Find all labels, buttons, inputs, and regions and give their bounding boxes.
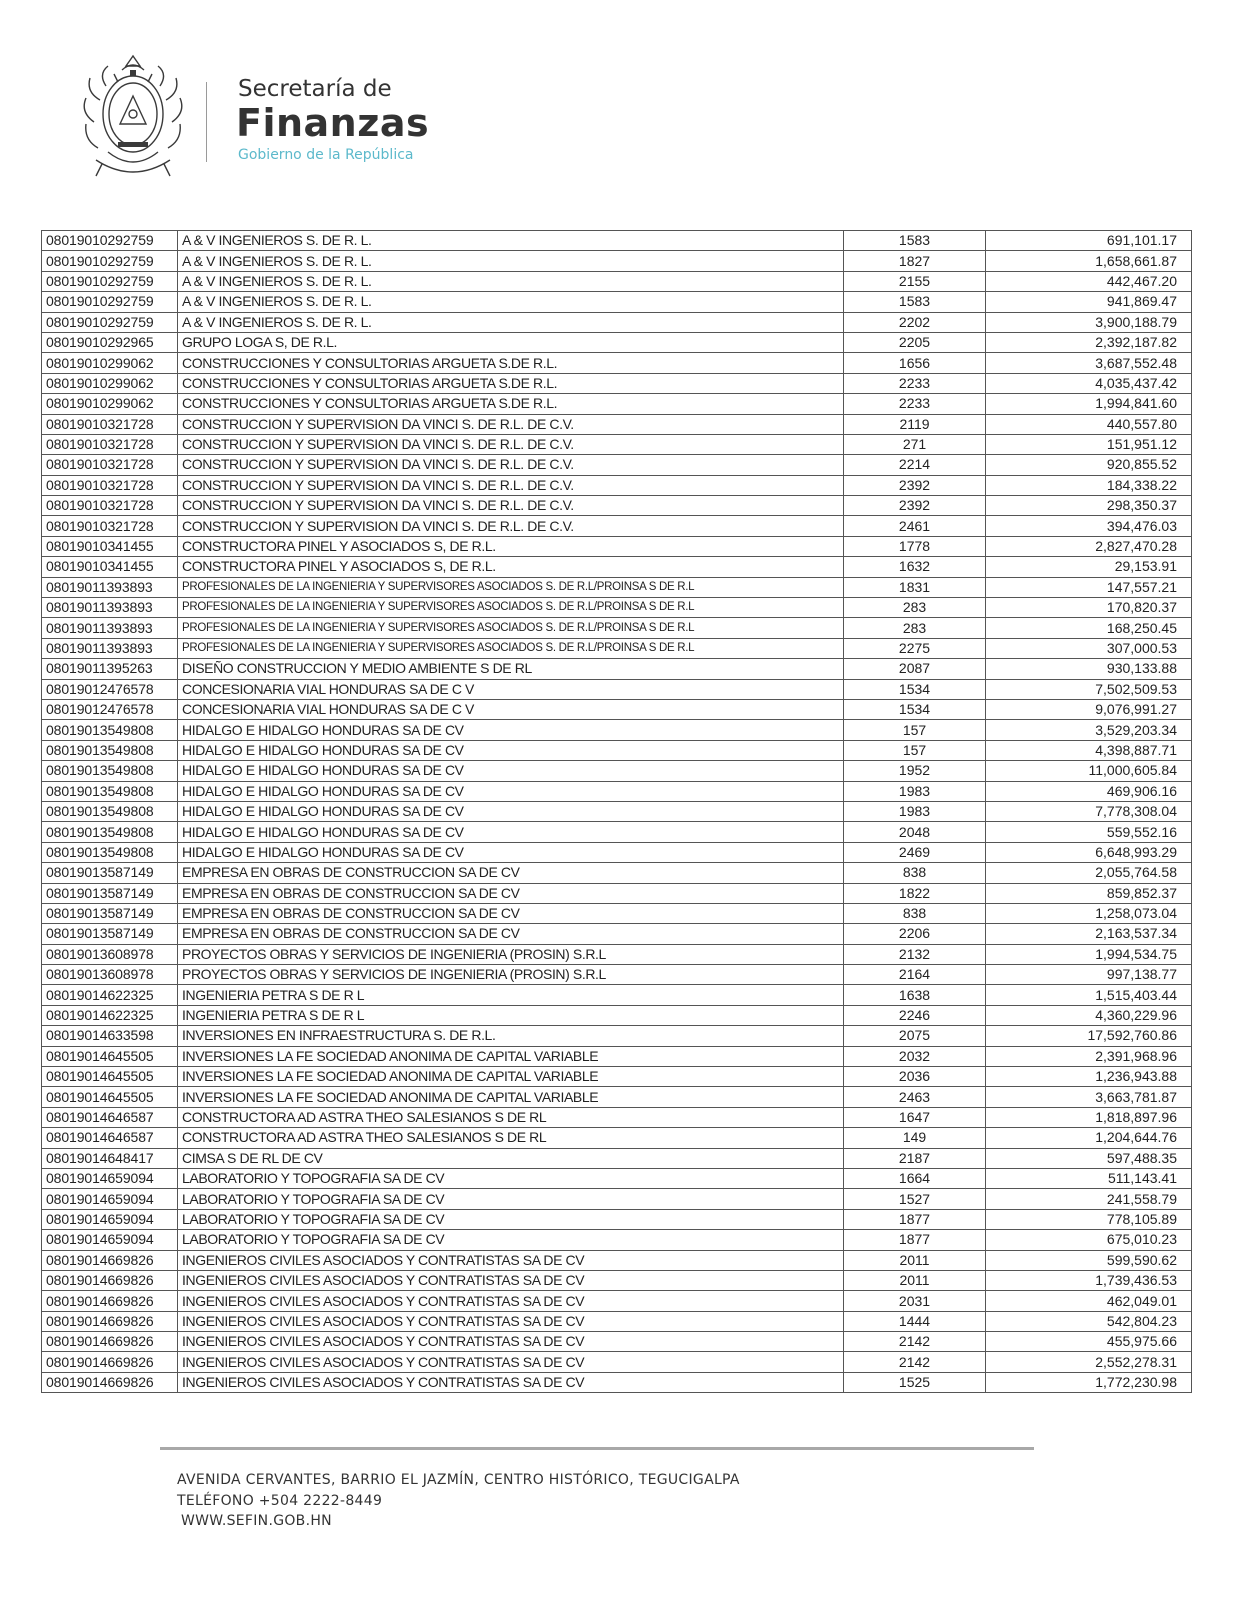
table-row [42,1005,1192,1025]
table-row [42,312,1192,332]
code-cell: 149 [844,1128,986,1148]
amount-cell: 2,552,278.31 [986,1352,1192,1372]
table-row [42,496,1192,516]
table-row [42,1128,1192,1148]
amount-cell: 511,143.41 [986,1168,1192,1188]
code-cell: 2187 [844,1148,986,1168]
table-row [42,414,1192,434]
code-cell: 1638 [844,985,986,1005]
company-name-cell: CONCESIONARIA VIAL HONDURAS SA DE C V [178,679,844,699]
rtn-cell: 08019012476578 [42,699,178,719]
code-cell: 2011 [844,1270,986,1290]
company-name-cell: PROYECTOS OBRAS Y SERVICIOS DE INGENIERIA (PROSIN) S.R.L [178,965,844,985]
table-row [42,1291,1192,1311]
table-row [42,536,1192,556]
rtn-cell: 08019011393893 [42,577,178,597]
table-row [42,924,1192,944]
amount-cell: 3,900,188.79 [986,312,1192,332]
table-row [42,1311,1192,1331]
rtn-cell: 08019014648417 [42,1148,178,1168]
company-name-cell: INGENIERIA PETRA S DE R L [178,985,844,1005]
rtn-cell: 08019010292759 [42,292,178,312]
rtn-cell: 08019014645505 [42,1067,178,1087]
table-row [42,1189,1192,1209]
amount-cell: 597,488.35 [986,1148,1192,1168]
company-name-cell: INVERSIONES EN INFRAESTRUCTURA S. DE R.L. [178,1026,844,1046]
amount-cell: 2,163,537.34 [986,924,1192,944]
table-row [42,944,1192,964]
amount-cell: 1,658,661.87 [986,251,1192,271]
table-row [42,1087,1192,1107]
amount-cell: 1,994,841.60 [986,394,1192,414]
company-name-cell: DISEÑO CONSTRUCCION Y MEDIO AMBIENTE S DE RL [178,659,844,679]
company-name-cell: PROFESIONALES DE LA INGENIERIA Y SUPERVISORES ASOCIADOS S. DE R.L/PROINSA S DE R.L [178,598,844,618]
rtn-cell: 08019014633598 [42,1026,178,1046]
code-cell: 2142 [844,1332,986,1352]
company-name-cell: CONSTRUCCIONES Y CONSULTORIAS ARGUETA S.DE R.L. [178,373,844,393]
table-row [42,801,1192,821]
rtn-cell: 08019014659094 [42,1209,178,1229]
code-cell: 2233 [844,394,986,414]
rtn-cell: 08019014669826 [42,1372,178,1392]
code-cell: 1831 [844,577,986,597]
company-name-cell: INVERSIONES LA FE SOCIEDAD ANONIMA DE CAPITAL VARIABLE [178,1087,844,1107]
company-name-cell: CONSTRUCCIONES Y CONSULTORIAS ARGUETA S.DE R.L. [178,353,844,373]
company-name-cell: CONSTRUCCION Y SUPERVISION DA VINCI S. DE R.L. DE C.V. [178,496,844,516]
code-cell: 271 [844,434,986,454]
company-name-cell: HIDALGO E HIDALGO HONDURAS SA DE CV [178,761,844,781]
table-row [42,965,1192,985]
rtn-cell: 08019013549808 [42,761,178,781]
rtn-cell: 08019013549808 [42,801,178,821]
amount-cell: 307,000.53 [986,638,1192,658]
rtn-cell: 08019010321728 [42,434,178,454]
code-cell: 2087 [844,659,986,679]
amount-cell: 1,772,230.98 [986,1372,1192,1392]
amount-cell: 6,648,993.29 [986,842,1192,862]
rtn-cell: 08019014622325 [42,985,178,1005]
rtn-cell: 08019010292759 [42,312,178,332]
amount-cell: 455,975.66 [986,1332,1192,1352]
agency-subtitle: Gobierno de la República [238,147,414,163]
table-row [42,1148,1192,1168]
company-name-cell: CONSTRUCCION Y SUPERVISION DA VINCI S. DE R.L. DE C.V. [178,516,844,536]
table-row [42,1230,1192,1250]
header-divider [206,82,207,162]
code-cell: 1656 [844,353,986,373]
company-name-cell: HIDALGO E HIDALGO HONDURAS SA DE CV [178,842,844,862]
code-cell: 2392 [844,475,986,495]
code-cell: 157 [844,740,986,760]
rtn-cell: 08019013587149 [42,924,178,944]
table-row [42,332,1192,352]
table-row [42,740,1192,760]
table-row [42,1209,1192,1229]
table-row [42,781,1192,801]
rtn-cell: 08019010341455 [42,536,178,556]
amount-cell: 3,687,552.48 [986,353,1192,373]
rtn-cell: 08019011393893 [42,598,178,618]
company-name-cell: CONSTRUCCION Y SUPERVISION DA VINCI S. DE R.L. DE C.V. [178,434,844,454]
company-name-cell: INGENIEROS CIVILES ASOCIADOS Y CONTRATISTAS SA DE CV [178,1352,844,1372]
code-cell: 1827 [844,251,986,271]
amount-cell: 3,529,203.34 [986,720,1192,740]
rtn-cell: 08019010299062 [42,353,178,373]
company-name-cell: INGENIEROS CIVILES ASOCIADOS Y CONTRATISTAS SA DE CV [178,1270,844,1290]
code-cell: 1525 [844,1372,986,1392]
code-cell: 1877 [844,1230,986,1250]
amount-cell: 1,818,897.96 [986,1107,1192,1127]
rtn-cell: 08019014659094 [42,1230,178,1250]
amount-cell: 1,994,534.75 [986,944,1192,964]
code-cell: 1444 [844,1311,986,1331]
amount-cell: 29,153.91 [986,557,1192,577]
company-name-cell: INVERSIONES LA FE SOCIEDAD ANONIMA DE CAPITAL VARIABLE [178,1046,844,1066]
company-name-cell: EMPRESA EN OBRAS DE CONSTRUCCION SA DE CV [178,903,844,923]
rtn-cell: 08019010341455 [42,557,178,577]
amount-cell: 542,804.23 [986,1311,1192,1331]
code-cell: 1664 [844,1168,986,1188]
rtn-cell: 08019011395263 [42,659,178,679]
amount-cell: 298,350.37 [986,496,1192,516]
amount-cell: 1,515,403.44 [986,985,1192,1005]
code-cell: 2392 [844,496,986,516]
rtn-cell: 08019011393893 [42,638,178,658]
code-cell: 1583 [844,292,986,312]
rtn-cell: 08019010321728 [42,455,178,475]
table-row [42,455,1192,475]
amount-cell: 1,258,073.04 [986,903,1192,923]
company-name-cell: EMPRESA EN OBRAS DE CONSTRUCCION SA DE CV [178,863,844,883]
code-cell: 2132 [844,944,986,964]
company-name-cell: HIDALGO E HIDALGO HONDURAS SA DE CV [178,720,844,740]
code-cell: 2469 [844,842,986,862]
footer-phone: TELÉFONO +504 2222-8449 [177,1492,383,1509]
amount-cell: 3,663,781.87 [986,1087,1192,1107]
company-name-cell: CONSTRUCCION Y SUPERVISION DA VINCI S. DE R.L. DE C.V. [178,414,844,434]
code-cell: 1527 [844,1189,986,1209]
rtn-cell: 08019010299062 [42,394,178,414]
table-row [42,1107,1192,1127]
rtn-cell: 08019010292965 [42,332,178,352]
table-row [42,883,1192,903]
company-name-cell: CONSTRUCCIONES Y CONSULTORIAS ARGUETA S.DE R.L. [178,394,844,414]
amount-cell: 184,338.22 [986,475,1192,495]
footer-divider [160,1447,1034,1450]
code-cell: 2275 [844,638,986,658]
company-name-cell: A & V INGENIEROS S. DE R. L. [178,271,844,291]
amount-cell: 147,557.21 [986,577,1192,597]
rtn-cell: 08019010292759 [42,271,178,291]
company-name-cell: HIDALGO E HIDALGO HONDURAS SA DE CV [178,781,844,801]
rtn-cell: 08019014622325 [42,1005,178,1025]
table-row [42,394,1192,414]
amount-cell: 778,105.89 [986,1209,1192,1229]
company-name-cell: CONSTRUCTORA PINEL Y ASOCIADOS S, DE R.L. [178,557,844,577]
company-name-cell: INGENIERIA PETRA S DE R L [178,1005,844,1025]
code-cell: 2032 [844,1046,986,1066]
rtn-cell: 08019014659094 [42,1189,178,1209]
code-cell: 2048 [844,822,986,842]
company-name-cell: INGENIEROS CIVILES ASOCIADOS Y CONTRATISTAS SA DE CV [178,1311,844,1331]
table-row [42,761,1192,781]
amount-cell: 440,557.80 [986,414,1192,434]
amount-cell: 442,467.20 [986,271,1192,291]
table-row [42,353,1192,373]
company-name-cell: LABORATORIO Y TOPOGRAFIA SA DE CV [178,1230,844,1250]
table-row [42,231,1192,251]
company-name-cell: A & V INGENIEROS S. DE R. L. [178,312,844,332]
rtn-cell: 08019014669826 [42,1291,178,1311]
code-cell: 1983 [844,801,986,821]
code-cell: 2011 [844,1250,986,1270]
code-cell: 1877 [844,1209,986,1229]
company-name-cell: GRUPO LOGA S, DE R.L. [178,332,844,352]
company-name-cell: CIMSA S DE RL DE CV [178,1148,844,1168]
table-row [42,475,1192,495]
rtn-cell: 08019013549808 [42,720,178,740]
agency-title-prefix: Secretaría de [238,76,392,102]
rtn-cell: 08019014646587 [42,1128,178,1148]
table-row [42,618,1192,638]
code-cell: 838 [844,903,986,923]
table-row [42,659,1192,679]
amount-cell: 4,035,437.42 [986,373,1192,393]
table-row [42,1046,1192,1066]
rtn-cell: 08019013549808 [42,740,178,760]
amount-cell: 859,852.37 [986,883,1192,903]
page-footer [177,1470,740,1532]
rtn-cell: 08019014669826 [42,1352,178,1372]
code-cell: 2142 [844,1352,986,1372]
table-row [42,1250,1192,1270]
table-row [42,577,1192,597]
contracts-table-body [42,231,1192,1393]
company-name-cell: CONSTRUCTORA AD ASTRA THEO SALESIANOS S DE RL [178,1107,844,1127]
amount-cell: 2,392,187.82 [986,332,1192,352]
company-name-cell: HIDALGO E HIDALGO HONDURAS SA DE CV [178,801,844,821]
rtn-cell: 08019012476578 [42,679,178,699]
amount-cell: 691,101.17 [986,231,1192,251]
code-cell: 1534 [844,699,986,719]
company-name-cell: INGENIEROS CIVILES ASOCIADOS Y CONTRATISTAS SA DE CV [178,1250,844,1270]
amount-cell: 168,250.45 [986,618,1192,638]
company-name-cell: A & V INGENIEROS S. DE R. L. [178,292,844,312]
company-name-cell: INVERSIONES LA FE SOCIEDAD ANONIMA DE CAPITAL VARIABLE [178,1067,844,1087]
rtn-cell: 08019013587149 [42,883,178,903]
company-name-cell: EMPRESA EN OBRAS DE CONSTRUCCION SA DE CV [178,924,844,944]
code-cell: 2075 [844,1026,986,1046]
rtn-cell: 08019014669826 [42,1250,178,1270]
page-header [78,52,478,192]
amount-cell: 170,820.37 [986,598,1192,618]
amount-cell: 941,869.47 [986,292,1192,312]
agency-title: Finanzas [236,101,430,145]
code-cell: 2036 [844,1067,986,1087]
rtn-cell: 08019013608978 [42,965,178,985]
company-name-cell: CONSTRUCTORA AD ASTRA THEO SALESIANOS S DE RL [178,1128,844,1148]
table-row [42,822,1192,842]
company-name-cell: CONSTRUCCION Y SUPERVISION DA VINCI S. DE R.L. DE C.V. [178,455,844,475]
company-name-cell: HIDALGO E HIDALGO HONDURAS SA DE CV [178,740,844,760]
code-cell: 283 [844,618,986,638]
company-name-cell: LABORATORIO Y TOPOGRAFIA SA DE CV [178,1189,844,1209]
code-cell: 1822 [844,883,986,903]
amount-cell: 2,391,968.96 [986,1046,1192,1066]
rtn-cell: 08019010321728 [42,475,178,495]
amount-cell: 4,360,229.96 [986,1005,1192,1025]
rtn-cell: 08019010292759 [42,251,178,271]
code-cell: 838 [844,863,986,883]
company-name-cell: LABORATORIO Y TOPOGRAFIA SA DE CV [178,1168,844,1188]
table-row [42,842,1192,862]
rtn-cell: 08019014669826 [42,1311,178,1331]
rtn-cell: 08019010321728 [42,496,178,516]
table-row [42,557,1192,577]
amount-cell: 7,502,509.53 [986,679,1192,699]
table-row [42,1168,1192,1188]
rtn-cell: 08019013587149 [42,863,178,883]
table-row [42,373,1192,393]
table-row [42,638,1192,658]
amount-cell: 599,590.62 [986,1250,1192,1270]
rtn-cell: 08019013549808 [42,781,178,801]
amount-cell: 151,951.12 [986,434,1192,454]
code-cell: 1647 [844,1107,986,1127]
table-row [42,1067,1192,1087]
company-name-cell: INGENIEROS CIVILES ASOCIADOS Y CONTRATISTAS SA DE CV [178,1372,844,1392]
code-cell: 2031 [844,1291,986,1311]
company-name-cell: LABORATORIO Y TOPOGRAFIA SA DE CV [178,1209,844,1229]
amount-cell: 1,204,644.76 [986,1128,1192,1148]
table-row [42,271,1192,291]
table-row [42,699,1192,719]
amount-cell: 11,000,605.84 [986,761,1192,781]
amount-cell: 7,778,308.04 [986,801,1192,821]
table-row [42,679,1192,699]
amount-cell: 930,133.88 [986,659,1192,679]
rtn-cell: 08019014646587 [42,1107,178,1127]
rtn-cell: 08019014669826 [42,1270,178,1290]
code-cell: 1583 [844,231,986,251]
amount-cell: 2,055,764.58 [986,863,1192,883]
amount-cell: 9,076,991.27 [986,699,1192,719]
code-cell: 1983 [844,781,986,801]
code-cell: 2214 [844,455,986,475]
amount-cell: 241,558.79 [986,1189,1192,1209]
rtn-cell: 08019010321728 [42,414,178,434]
table-row [42,251,1192,271]
code-cell: 157 [844,720,986,740]
company-name-cell: A & V INGENIEROS S. DE R. L. [178,251,844,271]
code-cell: 1778 [844,536,986,556]
company-name-cell: PROYECTOS OBRAS Y SERVICIOS DE INGENIERIA (PROSIN) S.R.L [178,944,844,964]
company-name-cell: INGENIEROS CIVILES ASOCIADOS Y CONTRATISTAS SA DE CV [178,1291,844,1311]
code-cell: 2233 [844,373,986,393]
rtn-cell: 08019014659094 [42,1168,178,1188]
amount-cell: 920,855.52 [986,455,1192,475]
table-row [42,1352,1192,1372]
rtn-cell: 08019010299062 [42,373,178,393]
company-name-cell: PROFESIONALES DE LA INGENIERIA Y SUPERVISORES ASOCIADOS S. DE R.L/PROINSA S DE R.L [178,618,844,638]
company-name-cell: CONSTRUCTORA PINEL Y ASOCIADOS S, DE R.L. [178,536,844,556]
rtn-cell: 08019013549808 [42,842,178,862]
amount-cell: 675,010.23 [986,1230,1192,1250]
company-name-cell: CONCESIONARIA VIAL HONDURAS SA DE C V [178,699,844,719]
code-cell: 2119 [844,414,986,434]
code-cell: 2164 [844,965,986,985]
table-row [42,598,1192,618]
table-row [42,1270,1192,1290]
table-row [42,292,1192,312]
rtn-cell: 08019013549808 [42,822,178,842]
footer-address: AVENIDA CERVANTES, BARRIO EL JAZMÍN, CENTRO HISTÓRICO, TEGUCIGALPA [177,1472,740,1488]
rtn-cell: 08019013587149 [42,903,178,923]
code-cell: 2202 [844,312,986,332]
code-cell: 2246 [844,1005,986,1025]
rtn-cell: 08019010321728 [42,516,178,536]
rtn-cell: 08019014645505 [42,1046,178,1066]
table-row [42,985,1192,1005]
table-row [42,1332,1192,1352]
code-cell: 283 [844,598,986,618]
code-cell: 1952 [844,761,986,781]
company-name-cell: EMPRESA EN OBRAS DE CONSTRUCCION SA DE CV [178,883,844,903]
amount-cell: 997,138.77 [986,965,1192,985]
rtn-cell: 08019010292759 [42,231,178,251]
rtn-cell: 08019014645505 [42,1087,178,1107]
code-cell: 2461 [844,516,986,536]
coat-of-arms-icon [78,52,188,184]
table-row [42,1372,1192,1392]
table-row [42,434,1192,454]
amount-cell: 469,906.16 [986,781,1192,801]
table-row [42,516,1192,536]
company-name-cell: A & V INGENIEROS S. DE R. L. [178,231,844,251]
table-row [42,863,1192,883]
amount-cell: 394,476.03 [986,516,1192,536]
company-name-cell: CONSTRUCCION Y SUPERVISION DA VINCI S. DE R.L. DE C.V. [178,475,844,495]
footer-website-link[interactable]: WWW.SEFIN.GOB.HN [181,1513,332,1529]
code-cell: 2463 [844,1087,986,1107]
amount-cell: 1,739,436.53 [986,1270,1192,1290]
company-name-cell: PROFESIONALES DE LA INGENIERIA Y SUPERVISORES ASOCIADOS S. DE R.L/PROINSA S DE R.L [178,638,844,658]
company-name-cell: PROFESIONALES DE LA INGENIERIA Y SUPERVISORES ASOCIADOS S. DE R.L/PROINSA S DE R.L [178,577,844,597]
amount-cell: 4,398,887.71 [986,740,1192,760]
amount-cell: 17,592,760.86 [986,1026,1192,1046]
code-cell: 2206 [844,924,986,944]
contracts-table [41,230,1192,1393]
amount-cell: 462,049.01 [986,1291,1192,1311]
code-cell: 2205 [844,332,986,352]
amount-cell: 1,236,943.88 [986,1067,1192,1087]
amount-cell: 559,552.16 [986,822,1192,842]
code-cell: 1534 [844,679,986,699]
rtn-cell: 08019014669826 [42,1332,178,1352]
rtn-cell: 08019011393893 [42,618,178,638]
code-cell: 2155 [844,271,986,291]
rtn-cell: 08019013608978 [42,944,178,964]
code-cell: 1632 [844,557,986,577]
table-row [42,720,1192,740]
table-row [42,903,1192,923]
table-row [42,1026,1192,1046]
company-name-cell: HIDALGO E HIDALGO HONDURAS SA DE CV [178,822,844,842]
company-name-cell: INGENIEROS CIVILES ASOCIADOS Y CONTRATISTAS SA DE CV [178,1332,844,1352]
amount-cell: 2,827,470.28 [986,536,1192,556]
